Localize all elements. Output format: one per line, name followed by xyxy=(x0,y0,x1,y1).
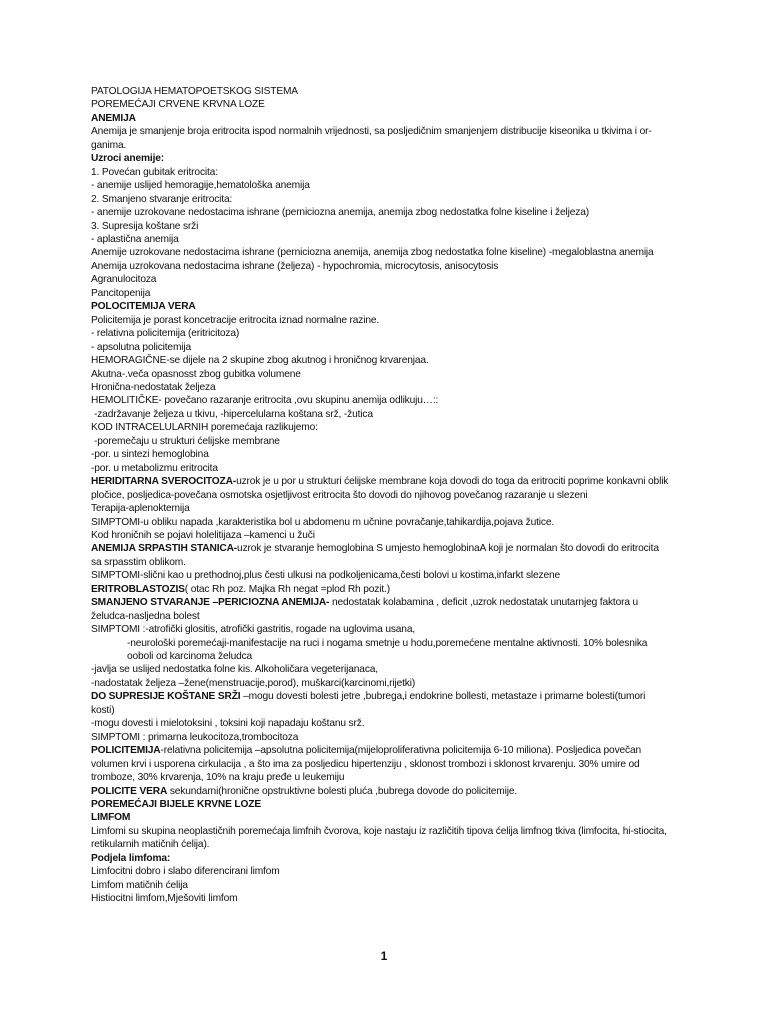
text-line: - aplastična anemija xyxy=(91,233,179,245)
bold-term: ANEMIJA SRPASTIH STANICA- xyxy=(91,543,238,555)
text-line: -nadostatak željeza –žene(menstruacije,porod), muškarci(karcinomi,rijetki) xyxy=(91,677,416,689)
text-line: Limfom matičnih ćelija xyxy=(91,879,188,891)
section-heading: POREMEĆAJI BIJELE KRVNE LOZE xyxy=(91,799,261,811)
text-segment: –mogu dovesti bolesti jetre ,bubrega,i endokrine bollesti, metastaze i primarne bolesti(tumori kosti) xyxy=(91,691,646,716)
text-line xyxy=(91,744,671,784)
text-line: HEMORAGIČNE-se dijele na 2 skupine zbog akutnog i hroničnog krvarenjaa. xyxy=(91,355,429,367)
text-line: Histiocitni limfom,Mješoviti limfom xyxy=(91,893,238,905)
text-line: -zadržavanje željeza u tkivu, -hipercelularna koštana srž, -žutica xyxy=(94,408,373,420)
text-line: - anemije uslijed hemoragije,hematološka anemija xyxy=(91,180,310,192)
page-number: 1 xyxy=(380,949,388,963)
text-line: -mogu dovesti i mielotoksini , toksini koji napadaju koštanu srž. xyxy=(91,718,365,730)
text-line: -neurološki poremećaji-manifestacije na ruci i nogama smetnje u hodu,poremećene mentalne aktivnosti. 10% bolesnika ooboli od karcinoma želudca xyxy=(127,637,648,663)
text-line: 1. Povećan gubitak eritrocita: xyxy=(91,166,218,178)
text-segment: ( otac Rh poz. Majka Rh negat =plod Rh pozit.) xyxy=(184,583,390,595)
text-line: Anemije uzrokovane nedostacima ishrane (perniciozna anemija, anemija zbog nedostatka folne kiseline) -megaloblastna anemija xyxy=(91,247,654,259)
section-heading: Uzroci anemije: xyxy=(91,153,165,165)
bold-term: POLICITEMIJA xyxy=(91,745,161,757)
bold-term: ERITROBLASTOZIS xyxy=(91,583,185,595)
text-segment: nedostatak kolabamina , deficit ,uzrok nedostatak unutarnjeg faktora u želudca-nasljedna bolest xyxy=(91,597,639,622)
text-line: SIMPTOMI : primarna leukocitoza,trombocitoza xyxy=(91,731,299,743)
text-line: Hronična-nedostatak željeza xyxy=(91,381,216,393)
text-line xyxy=(91,542,671,569)
text-line: -por. u sintezi hemoglobina xyxy=(91,449,209,461)
section-heading: Podjela limfoma: xyxy=(91,852,171,864)
bold-term: HERIDITARNA SVEROCITOZA- xyxy=(91,476,237,488)
text-segment: uzrok je stvaranje hemoglobina S umjesto hemoglobinaA koji je normalan što dovodi do eritrocita sa srpasstim oblikom. xyxy=(91,543,659,568)
text-line: - relativna policitemija (eritricitoza) xyxy=(91,328,240,340)
text-line: Terapija-aplenoktemija xyxy=(91,503,190,515)
text-line: KOD INTRACELULARNIH poremećaja razlikujemo: xyxy=(91,422,318,434)
text-line xyxy=(91,690,671,717)
text-line: -por. u metabolizmu eritrocita xyxy=(91,462,218,474)
bold-term: DO SUPRESIJE KOŠTANE SRŽI xyxy=(91,691,241,703)
text-line: Akutna-.veča opasnosst zbog gubitka volumene xyxy=(91,368,301,380)
text-line: SIMPTOMI-slični kao u prethodnoj,plus česti ulkusi na podkoljenicama,česti bolovi u kostima,infarkt slezene xyxy=(91,570,561,582)
text-line: SIMPTOMI-u obliku napada ,karakteristika bol u abdomenu m učnine povračanje,tahikardija,pojava žutice. xyxy=(91,516,555,528)
text-line: Anemija je smanjenje broja eritrocita ispod normalnih vrijednosti, sa posljedičnim smanjenjem distribucije kiseonika u tkivima i or-ganima. xyxy=(91,126,652,151)
text-line xyxy=(91,596,671,623)
section-heading: ANEMIJA xyxy=(91,112,136,124)
text-line: -poremečaju u strukturi ćelijske membrane xyxy=(94,435,280,447)
text-segment: -relativna policitemija –apsolutna policitemija(mijeloproliferativna policitemija 6-10 miliona). Posljedica povečan volumen krvi i usporena cirkulacija , a što ima za posljedicu hipertenziju , sklonost trombozi i sklonost krvarenju. 30% umire od tromboze, 30% krvarenja, 10% na kraju pređe u leukemiju xyxy=(91,745,642,784)
text-line: Anemija uzrokovana nedostacima ishrane (željeza) - hypochromia, microcytosis, anisocytosis xyxy=(91,260,499,272)
text-line xyxy=(91,583,671,596)
text-line: Limfocitni dobro i slabo diferencirani limfom xyxy=(91,866,280,878)
text-line xyxy=(91,785,671,798)
bold-term: POLICITE VERA xyxy=(91,785,168,797)
text-line: - anemije uzrokovane nedostacima ishrane (perniciozna anemija, anemija zbog nedostatka folne kiseline i željeza) xyxy=(91,207,589,219)
text-line: HEMOLITIČKE- povečano razaranje eritrocita ,ovu skupinu anemija odlikuju…:: xyxy=(91,395,439,407)
text-line: Policitemija je porast koncetracije eritrocita iznad normalne razine. xyxy=(91,314,380,326)
section-heading: POLOCITEMIJA VERA xyxy=(91,301,196,313)
text-line: Kod hroničnih se pojavi holelitijaza –kamenci u žuči xyxy=(91,529,315,541)
text-segment: sekundarni(hronične opstruktivne bolesti pluća ,bubrega dovode do policitemije. xyxy=(167,785,518,797)
text-line: Agranulocitoza xyxy=(91,274,157,286)
text-line: 2. Smanjeno stvaranje eritrocita: xyxy=(91,193,233,205)
text-line: PATOLOGIJA HEMATOPOETSKOG SISTEMA xyxy=(91,86,298,97)
bold-term: SMANJENO STVARANJE –PERICIOZNA ANEMIJA- xyxy=(91,597,330,609)
text-line: Limfomi su skupina neoplastičnih poremećaja limfnih čvorova, koje nastaju iz različitih tipova ćelija limfnog tkiva (limfocita, hi-stiocita, retikularnih matičnih ćelija). xyxy=(91,825,667,851)
text-line: POREMEĆAJI CRVENE KRVNA LOZE xyxy=(91,99,265,111)
text-line xyxy=(91,475,671,502)
text-line: - apsolutna policitemija xyxy=(91,341,192,353)
text-line: Pancitopenija xyxy=(91,287,151,299)
text-line: SIMPTOMI :-atrofički glositis, atrofički gastritis, rogade na uglovima usana, xyxy=(91,624,416,636)
document-body xyxy=(91,85,671,906)
section-heading: LIMFOM xyxy=(91,812,131,824)
text-segment: uzrok je u por u strukturi ćelijske membrane koja dovodi do toga da eritrociti poprime konkavni oblik pločice, posljedica-povečana osmotska osjetljivost eritrocita što dovodi do njihovog povečanog razaranje u slezeni xyxy=(91,476,669,501)
text-line: -javlja se uslijed nedostatka folne kis. Alkoholičara vegeterijanaca, xyxy=(91,664,378,676)
text-line: 3. Supresija koštane srži xyxy=(91,220,199,232)
